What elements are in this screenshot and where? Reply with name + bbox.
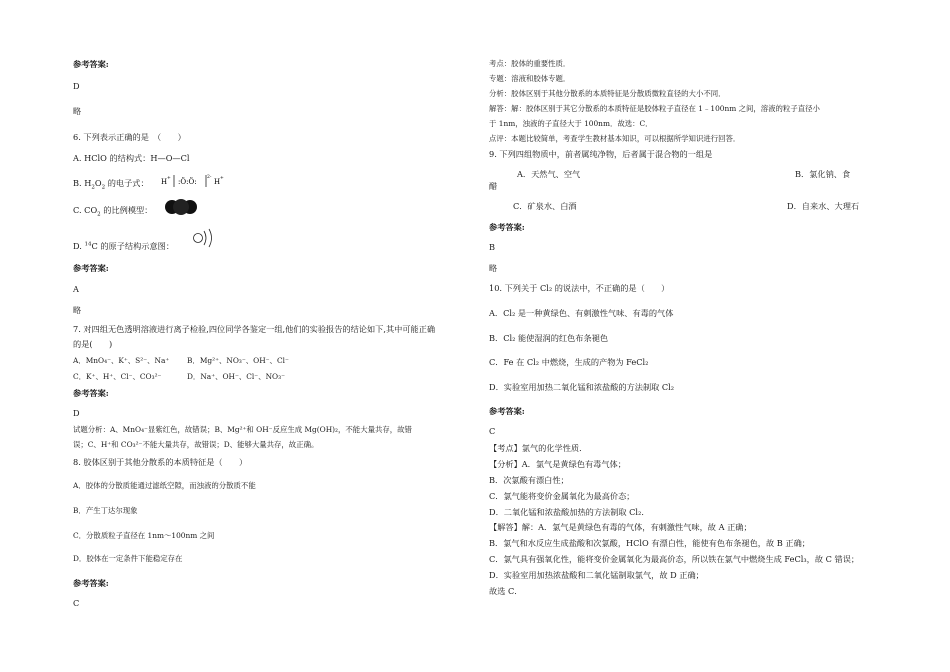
q10-explanation-line: D．实验室用加热浓盐酸和二氧化锰制取氯气，故 D 正确；: [489, 570, 704, 580]
answer-omitted: 略: [489, 263, 498, 273]
answer-omitted: 略: [73, 305, 82, 315]
q7-explanation-line2: 误；C、H⁺和 CO₃²⁻不能大量共存，故错误；D、能够大量共存，故正确。: [73, 440, 319, 449]
q8-option-b: B．产生丁达尔现象: [73, 506, 138, 515]
q9-option-a: A．天然气、空气: [517, 169, 581, 179]
q7-stem-line2: 的是( ): [73, 339, 113, 349]
q10-explanation-line: B．次氯酸有漂白性；: [489, 475, 569, 485]
q10-explanation-line: C．氯气具有强氧化性，能将变价金属氧化为最高价态，所以铁在氯气中燃烧生成 FeCl₃，故 C 错误；: [489, 554, 860, 564]
answer-value: D: [73, 81, 80, 91]
answer-label: 参考答案:: [73, 388, 109, 398]
q8-option-a: A．胶体的分散质能通过滤纸空隙，而浊液的分散质不能: [73, 481, 256, 490]
q9-option-c: C．矿泉水、白酒: [513, 201, 577, 211]
svg-text:+: +: [167, 176, 171, 181]
q9-option-d: D．自来水、大理石: [787, 201, 860, 211]
answer-value: C: [489, 426, 496, 436]
answer-label: 参考答案:: [489, 222, 525, 232]
q9-option-b-continued: 醋: [489, 181, 498, 191]
q10-option-b: B．Cl₂ 能使湿润的红色布条褪色: [489, 333, 609, 343]
q8-option-d: D．胶体在一定条件下能稳定存在: [73, 554, 183, 563]
answer-label: 参考答案:: [73, 59, 109, 69]
q8-stem: 8. 胶体区别于其他分散系的本质特征是（ ）: [73, 457, 248, 467]
q8-option-c: C．分散质粒子直径在 1nm～100nm 之间: [73, 531, 215, 540]
q10-explanation-line: B．氯气和水反应生成盐酸和次氯酸，HClO 有漂白性，能使有色布条褪色，故 B 正确；: [489, 538, 810, 548]
q6-stem: 6. 下列表示正确的是 （ ）: [73, 132, 186, 142]
answer-label: 参考答案:: [489, 406, 525, 416]
q8-explanation-line: 解答：解：胶体区别于其它分散系的本质特征是胶体粒子直径在 1﹣100nm 之间，溶液的粒子直径小: [489, 104, 820, 113]
co2-space-filling-model-figure: [163, 198, 199, 216]
q10-stem: 10. 下列关于 Cl₂ 的说法中，不正确的是（ ）: [489, 283, 670, 293]
answer-value: C: [73, 598, 80, 608]
q7-stem-line1: 7. 对四组无色透明溶液进行离子检验,四位同学各鉴定一组,他们的实验报告的结论如下,其中可能正确: [73, 324, 436, 334]
q7-option-d: D．Na⁺、OH⁻、Cl⁻、NO₃⁻: [187, 372, 285, 381]
q10-option-d: D．实验室用加热二氧化锰和浓盐酸的方法制取 Cl₂: [489, 382, 675, 392]
q7-option-b: B．Mg²⁺、NO₃⁻、OH⁻、Cl⁻: [187, 356, 289, 365]
answer-value: B: [489, 242, 496, 252]
q6-option-a: A. HClO 的结构式：H—O—Cl: [73, 153, 190, 163]
q8-explanation-line: 考点：胶体的重要性质．: [489, 59, 571, 68]
answer-omitted: 略: [73, 106, 82, 116]
answer-label: 参考答案:: [73, 263, 109, 273]
q10-explanation-line: D．二氧化锰和浓盐酸加热的方法制取 Cl₂．: [489, 507, 650, 517]
svg-text:H: H: [161, 178, 168, 186]
svg-text:2-: 2-: [207, 175, 212, 180]
q10-explanation-line: 【解答】解：A．氯气是黄绿色有毒的气体，有刺激性气味，故 A 正确；: [489, 522, 752, 532]
q7-option-c: C．K⁺、H⁺、Cl⁻、CO₃²⁻: [73, 372, 162, 381]
answer-label: 参考答案:: [73, 578, 109, 588]
atomic-structure-diagram-figure: [191, 227, 217, 249]
q10-explanation-line: 故选 C．: [489, 586, 523, 596]
answer-value: D: [73, 408, 80, 418]
svg-text:H: H: [214, 178, 221, 186]
q9-option-b: B．氯化钠、食: [795, 169, 851, 179]
q8-explanation-line: 专题：溶液和胶体专题．: [489, 74, 571, 83]
q10-option-c: C．Fe 在 Cl₂ 中燃烧，生成的产物为 FeCl₂: [489, 357, 649, 367]
q10-explanation-line: 【分析】A．氯气是黄绿色有毒气体；: [489, 459, 626, 469]
q7-option-a: A．MnO₄⁻、K⁺、S²⁻、Na⁺: [73, 356, 170, 365]
q6-option-c: C. $CO_2$ 的比例模型：: [73, 205, 153, 218]
h2o2-electron-formula-figure: [161, 172, 241, 190]
q10-option-a: A．Cl₂ 是一种黄绿色、有刺激性气味、有毒的气体: [489, 308, 674, 318]
q6-option-b: B. $H_2O_2$ 的电子式：: [73, 178, 149, 191]
svg-text::Ö:Ö:: :Ö:Ö:: [178, 178, 197, 186]
q8-explanation-line: 点评：本题比较简单，考查学生教材基本知识，可以根据所学知识进行回答．: [489, 134, 741, 143]
q6-option-d: D. $^{14}$C 的原子结构示意图：: [73, 241, 175, 251]
q7-explanation-line1: 试题分析：A、MnO₄⁻显紫红色，故错误；B、Mg²⁺和 OH⁻反应生成 Mg(OH)₂，不能大量共存，故错: [73, 425, 412, 434]
q8-explanation-line: 分析：胶体区别于其他分散系的本质特征是分散质微粒直径的大小不同．: [489, 89, 726, 98]
q10-explanation-line: C．氯气能将变价金属氧化为最高价态；: [489, 491, 635, 501]
q10-explanation-line: 【考点】氯气的化学性质．: [489, 443, 588, 453]
answer-value: A: [73, 284, 79, 294]
q8-explanation-line: 于 1nm，浊液的子直径大于 100nm．故选：C．: [489, 119, 653, 128]
svg-text:+: +: [220, 176, 224, 181]
q9-stem: 9. 下列四组物质中，前者属纯净物，后者属于混合物的一组是: [489, 149, 713, 159]
